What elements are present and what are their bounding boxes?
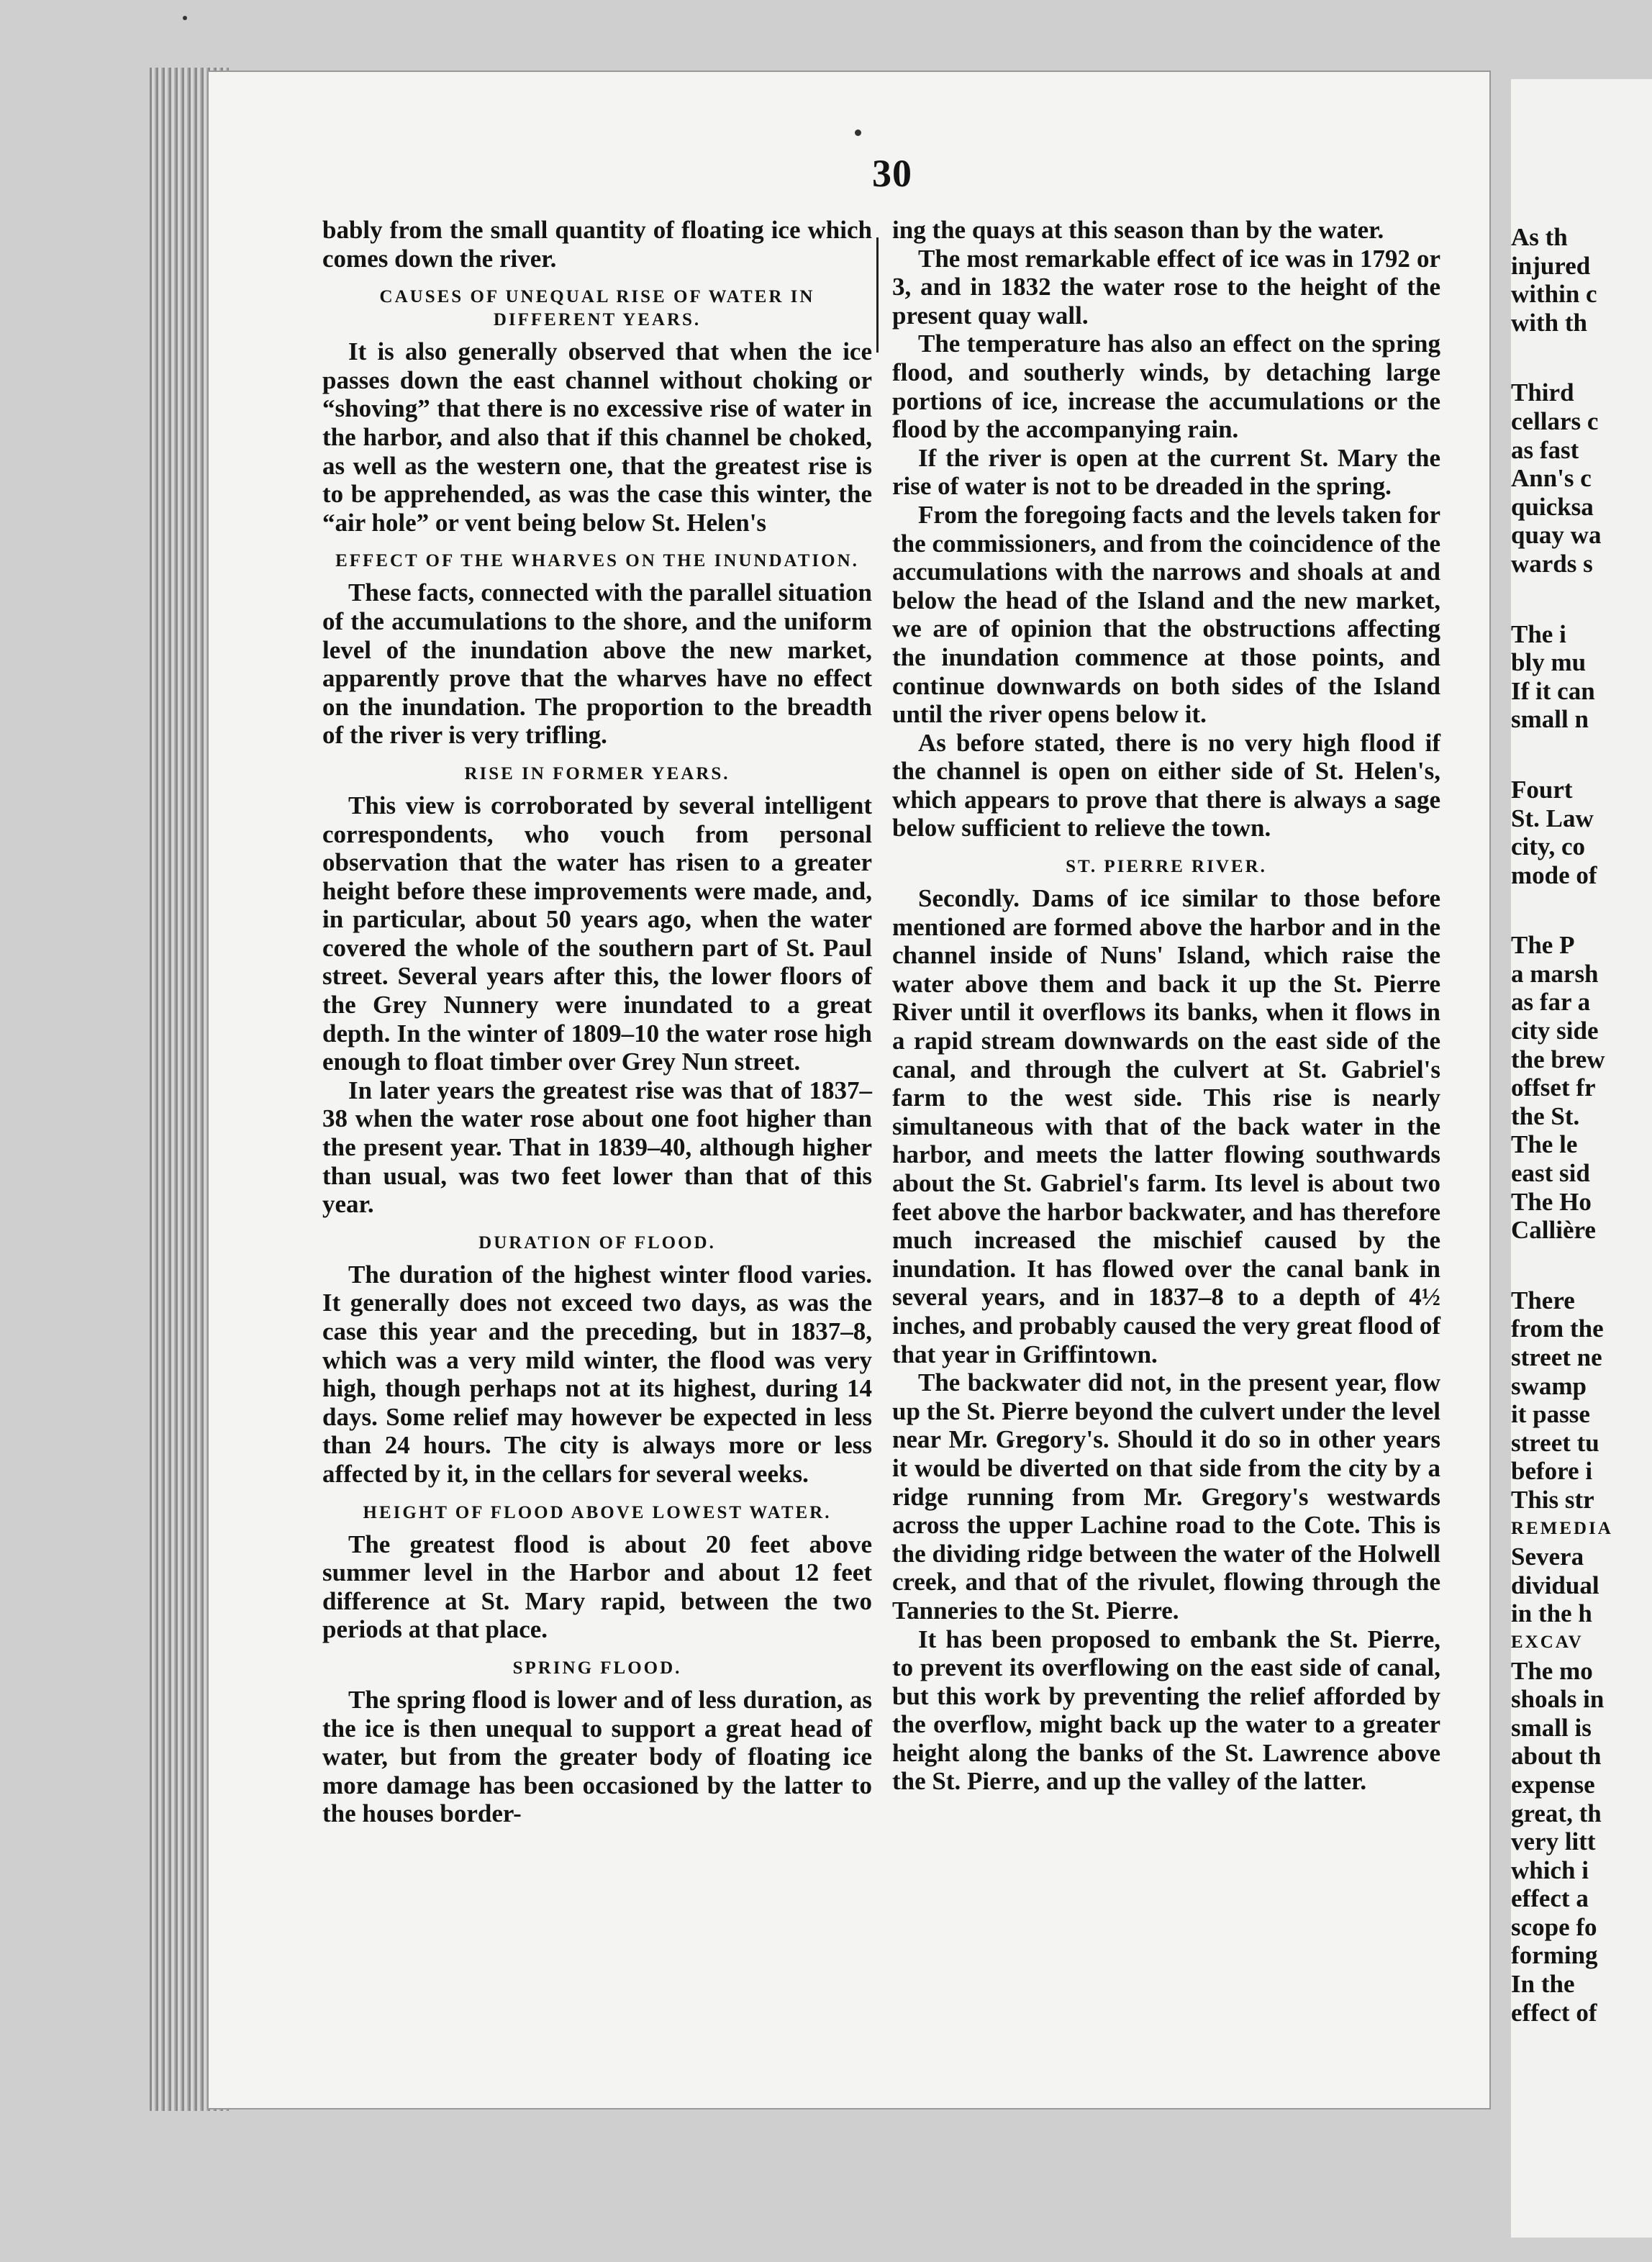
text-fragment: the St. [1511, 1102, 1580, 1130]
paragraph: The backwater did not, in the present year, flow up the St. Pierre beyond the culvert under the level near Mr. Gregory's. Should it do so in other years it would be diverted on that side from the city by a ridge running from Mr. Gregory's westwards across the upper Lachine road to the Cote. This is the dividing ridge between the water of the Holwell creek, and that of the rivulet, flowing through the Tanneries to the St. Pierre. [892, 1368, 1440, 1625]
text-fragment: before i [1511, 1457, 1593, 1486]
text-fragment: bly mu [1511, 648, 1587, 677]
text-fragment: small is [1511, 1713, 1592, 1742]
text-fragment: swamp [1511, 1371, 1587, 1400]
text-fragment: street tu [1511, 1428, 1599, 1457]
paragraph: These facts, connected with the parallel situation of the accumulations to the shore, and the uniform level of the inundation above the new market, apparently prove that the wharves have no effect on the inundation. The proportion to the breadth of the river is very trifling. [322, 578, 872, 750]
text-fragment: the brew [1511, 1045, 1605, 1073]
paragraph: The duration of the highest winter flood varies. It generally does not exceed two days, as was the case this year and the preceding, but in 1837–8, which was a very mild winter, the flood was very high, though perhaps not at its highest, during 14 days. Some relief may however be expected in less than 24 hours. The city is always more or less affected by it, in the cellars for several weeks. [322, 1260, 872, 1488]
text-fragment: shoals in [1511, 1685, 1605, 1714]
text-fragment: injured [1511, 251, 1591, 280]
section-heading: RISE IN FORMER YEARS. [464, 763, 730, 783]
section-heading: HEIGHT OF FLOOD ABOVE LOWEST WATER. [363, 1502, 832, 1522]
section-heading: ST. PIERRE RIVER. [1066, 857, 1267, 877]
text-fragment: Fourt [1511, 775, 1573, 804]
section-heading: DURATION OF FLOOD. [478, 1232, 716, 1253]
paragraph: It is also generally observed that when the ice passes down the east channel without choking or “shoving” that there is no excessive rise of water in the harbor, and also that if this channel be choked, as well as the western one, that the greatest rise is to be apprehended, as was the case this winter, the “air hole” or vent being below St. Helen's [322, 337, 872, 537]
text-fragment: as fast [1511, 435, 1579, 464]
text-fragment: mode of [1511, 860, 1597, 889]
text-fragment: about th [1511, 1742, 1602, 1771]
adjacent-page-fragment [1511, 79, 1652, 2238]
paragraph: bably from the small quantity of floating ice which comes down the river. [322, 216, 872, 273]
middle-column [892, 216, 1440, 1796]
text-fragment: very litt [1511, 1827, 1596, 1856]
text-fragment: As th [1511, 223, 1568, 251]
text-fragment: expense [1511, 1770, 1595, 1799]
text-fragment: quay wa [1511, 521, 1602, 550]
text-fragment: small n [1511, 705, 1589, 734]
text-fragment: within c [1511, 280, 1597, 309]
paragraph: Secondly. Dams of ice similar to those before mentioned are formed above the harbor and in the channel inside of Nuns' Island, which raise the water above them and back it up the St. Pierre River until it overflows its banks, when it flows in a rapid stream downwards on the east side of the canal, and through the culvert at St. Gabriel's farm to the west side. This rise is nearly simultaneous with that of the back water in the harbor, and meets the latter flowing southwards about the St. Gabriel's farm. Its level is about two feet above the harbor backwater, and has therefore much increased the mischief caused by the inundation. It has flowed over the canal bank in several years, and in 1837–8 to a depth of 4½ inches, and probably caused the very great flood of that year in Griffintown. [892, 884, 1440, 1368]
text-fragment: it passe [1511, 1400, 1590, 1429]
paragraph: As before stated, there is no very high flood if the channel is open on either side of St. Helen's, which appears to prove that there is always a sage below sufficient to relieve the town. [892, 728, 1440, 842]
text-fragment [1511, 1245, 1652, 1286]
paragraph: This view is corroborated by several intelligent correspondents, who vouch from personal observation that the water has risen to a greater height before these improvements were made, and, in particular, about 50 years ago, when the water covered the whole of the southern part of St. Paul street. Several years after this, the lower floors of the Grey Nunnery were inundated to a great depth. In the winter of 1809–10 the water rose high enough to float timber over Grey Nun street. [322, 791, 872, 1076]
ink-speck [855, 130, 861, 136]
text-fragment [1511, 337, 1652, 378]
text-fragment: St. Law [1511, 804, 1594, 832]
paragraph: The spring flood is lower and of less duration, as the ice is then unequal to support a great head of water, but from the greater body of floating ice more damage has been occasioned by the latter to the houses border- [322, 1685, 872, 1828]
text-fragment: The i [1511, 619, 1566, 648]
text-fragment: In the [1511, 1970, 1575, 1999]
ink-speck [183, 16, 187, 20]
text-fragment: with th [1511, 308, 1587, 337]
text-fragment: wards s [1511, 549, 1593, 578]
text-fragment: a marsh [1511, 959, 1599, 988]
page-number: 30 [872, 152, 912, 195]
text-fragment: offset fr [1511, 1073, 1596, 1102]
text-fragment: The le [1511, 1130, 1578, 1159]
text-fragment: Third [1511, 378, 1574, 407]
left-column [322, 216, 872, 1828]
text-fragment: This str [1511, 1485, 1594, 1514]
text-fragment: The Ho [1511, 1187, 1592, 1216]
text-fragment [1511, 889, 1652, 931]
text-fragment: Ann's c [1511, 464, 1592, 493]
text-fragment: If it can [1511, 676, 1595, 705]
section-heading: SPRING FLOOD. [512, 1658, 682, 1678]
adjacent-page-text [1511, 223, 1652, 2027]
text-fragment: east sid [1511, 1159, 1590, 1188]
text-fragment: quicksa [1511, 492, 1594, 521]
text-fragment: effect a [1511, 1884, 1589, 1913]
text-fragment: city, co [1511, 832, 1586, 861]
section-heading: CAUSES OF UNEQUAL RISE OF WATER IN DIFFERENT YEARS. [379, 287, 815, 330]
text-fragment: The mo [1511, 1656, 1593, 1685]
paragraph: The greatest flood is about 20 feet above summer level in the Harbor and about 12 feet difference at St. Mary rapid, between the two periods at that place. [322, 1530, 872, 1644]
text-fragment: as far a [1511, 988, 1591, 1017]
paragraph: It has been proposed to embank the St. Pierre, to prevent its overflowing on the east side of canal, but this work by preventing the relief afforded by the overflow, might back up the water to a greater height along the banks of the St. Lawrence above the St. Pierre, and up the valley of the latter. [892, 1625, 1440, 1796]
text-fragment: forming [1511, 1941, 1598, 1970]
text-fragment: There [1511, 1286, 1575, 1314]
text-fragment: street ne [1511, 1343, 1602, 1371]
paragraph: In later years the greatest rise was that of 1837–38 when the water rose about one foot higher than the present year. That in 1839–40, although higher than usual, was two feet lower than that of this year. [322, 1076, 872, 1219]
text-fragment [1511, 734, 1652, 776]
text-fragment: cellars c [1511, 406, 1599, 435]
text-fragment: dividual [1511, 1571, 1599, 1599]
paragraph: The temperature has also an effect on the spring flood, and southerly winds, by detaching large portions of ice, increase the accumulations or the flood by the accompanying rain. [892, 330, 1440, 444]
paragraph: From the foregoing facts and the levels taken for the commissioners, and from the coincidence of the accumulations with the narrows and shoals at and below the head of the Island and the new market, we are of opinion that the obstructions affecting the inundation commence at those points, and continue downwards on both sides of the Island until the river opens below it. [892, 500, 1440, 729]
paragraph: ing the quays at this season than by the water. [892, 216, 1384, 244]
text-fragment: EXCAV [1511, 1632, 1584, 1652]
paragraph: The most remarkable effect of ice was in 1792 or 3, and in 1832 the water rose to the height of the present quay wall. [892, 244, 1440, 330]
text-fragment: scope fo [1511, 1912, 1597, 1941]
text-fragment: which i [1511, 1856, 1589, 1884]
text-fragment: Callière [1511, 1216, 1596, 1245]
paragraph: If the river is open at the current St. Mary the rise of water is not to be dreaded in the spring. [892, 443, 1440, 501]
column-divider [876, 237, 879, 353]
text-fragment [1511, 578, 1652, 620]
section-heading: EFFECT OF THE WHARVES ON THE INUNDATION. [335, 551, 859, 571]
text-fragment: from the [1511, 1314, 1604, 1343]
text-fragment: in the h [1511, 1599, 1592, 1628]
text-fragment: Severa [1511, 1543, 1584, 1571]
text-fragment: great, th [1511, 1799, 1602, 1827]
text-fragment: effect of [1511, 1998, 1597, 2027]
text-fragment: The P [1511, 931, 1575, 960]
text-fragment: REMEDIA [1511, 1518, 1613, 1538]
text-fragment: city side [1511, 1017, 1599, 1045]
